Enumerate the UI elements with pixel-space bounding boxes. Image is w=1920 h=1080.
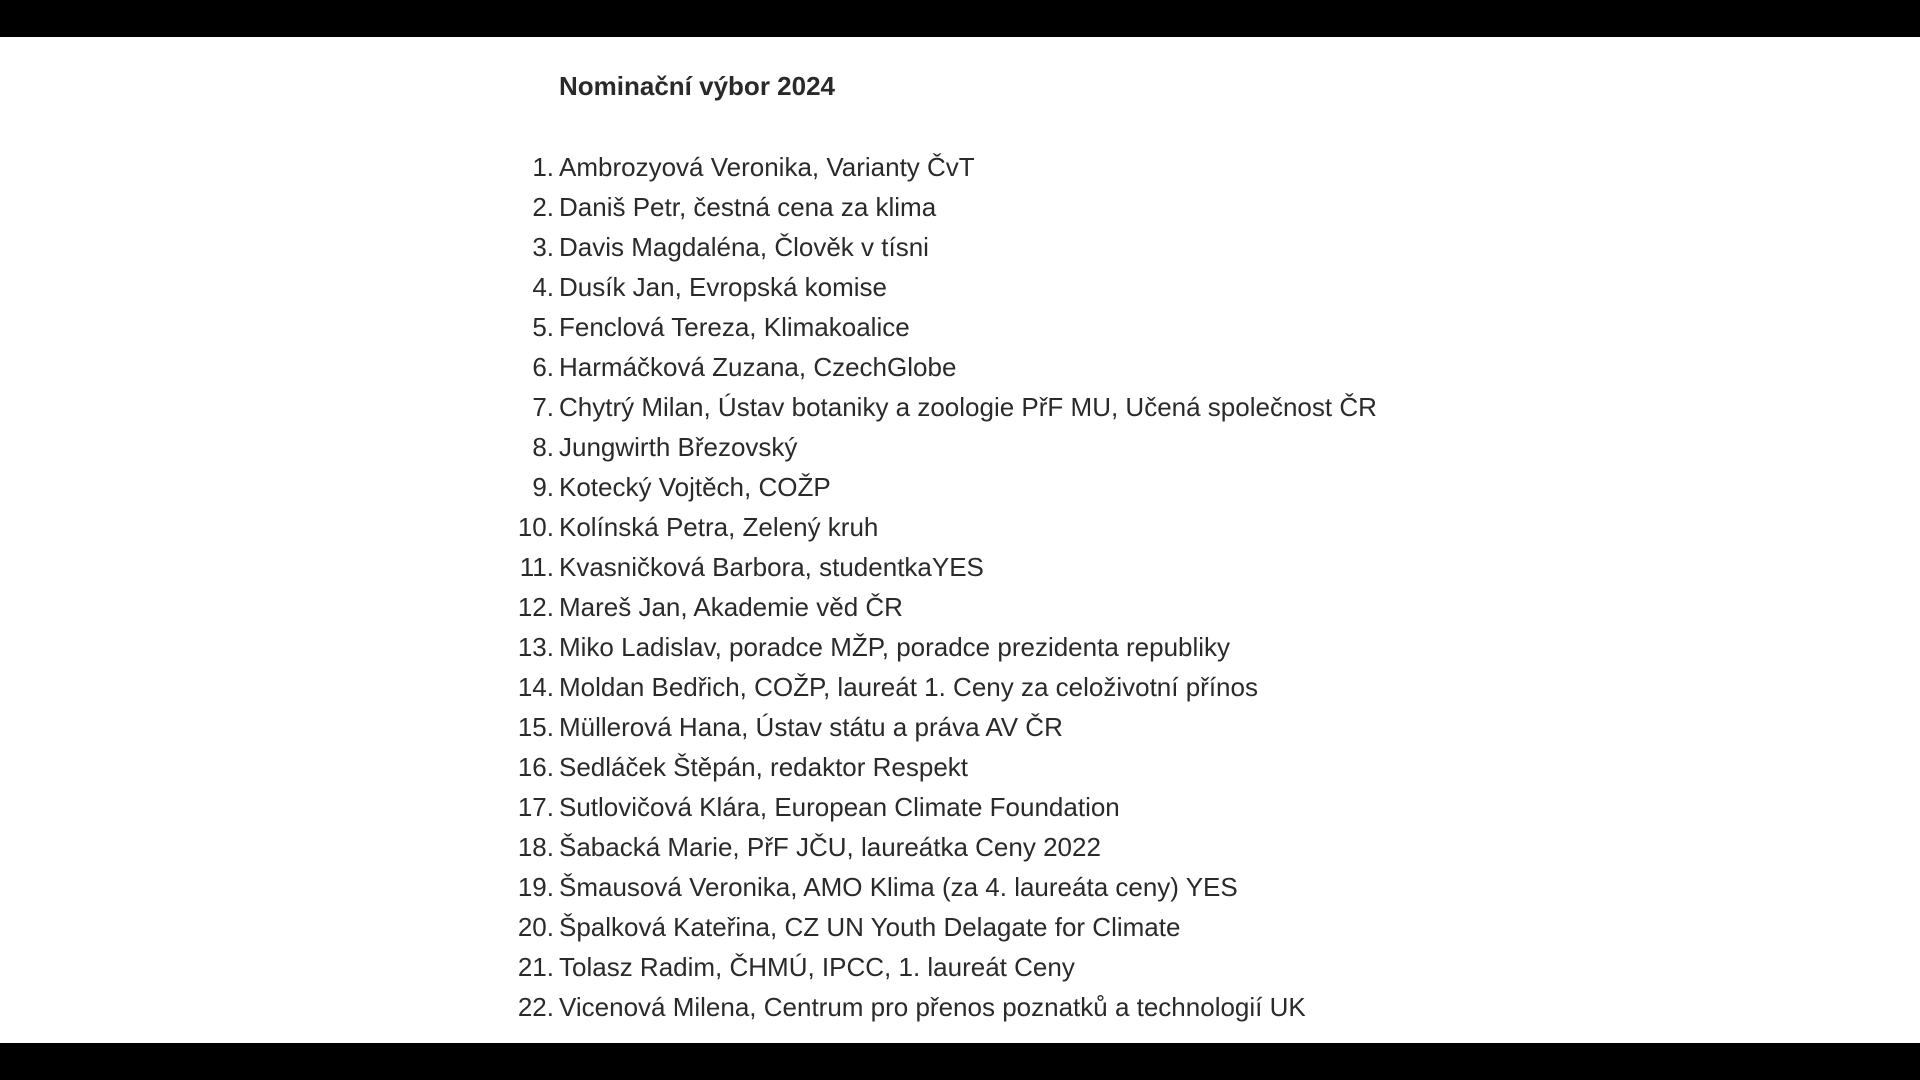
list-item	[480, 627, 1377, 667]
list-item	[480, 747, 1377, 787]
list-item-number: 22.	[517, 991, 554, 1022]
list-item	[480, 347, 1377, 387]
list-item-text: Sedláček Štěpán, redaktor Respekt	[559, 751, 969, 782]
list-item-number: 21.	[517, 951, 554, 982]
document-page	[0, 37, 1920, 1043]
bottom-letterbox-bar	[0, 1043, 1920, 1080]
list-item-number: 18.	[517, 831, 554, 862]
list-item-text: Daniš Petr, čestná cena za klima	[559, 191, 937, 222]
top-letterbox-bar	[0, 0, 1920, 37]
list-item-number: 8.	[532, 431, 554, 462]
list-item-number: 19.	[517, 871, 554, 902]
list-item-number: 12.	[517, 591, 554, 622]
list-item-text: Tolasz Radim, ČHMÚ, IPCC, 1. laureát Ceny	[559, 951, 1075, 982]
list-item-text: Šabacká Marie, PřF JČU, laureátka Ceny 2022	[559, 831, 1101, 862]
list-item-number: 15.	[517, 711, 554, 742]
list-item-text: Vicenová Milena, Centrum pro přenos poznatků a technologií UK	[559, 991, 1306, 1022]
list-item-text: Moldan Bedřich, COŽP, laureát 1. Ceny za celoživotní přínos	[559, 671, 1258, 702]
list-item	[480, 547, 1377, 587]
list-item-text: Jungwirth Březovský	[559, 431, 798, 462]
list-item-text: Šmausová Veronika, AMO Klima (za 4. laureáta ceny) YES	[559, 871, 1238, 902]
list-item	[480, 907, 1377, 947]
list-item-text: Kvasničková Barbora, studentkaYES	[559, 551, 984, 582]
list-item-text: Müllerová Hana, Ústav státu a práva AV ČR	[559, 711, 1063, 742]
list-item	[480, 707, 1377, 747]
list-item	[480, 467, 1377, 507]
list-item-number: 14.	[517, 671, 554, 702]
list-item-number: 13.	[517, 631, 554, 662]
list-item	[480, 787, 1377, 827]
list-item-text: Davis Magdaléna, Člověk v tísni	[559, 231, 929, 262]
list-item	[480, 667, 1377, 707]
list-item-number: 17.	[517, 791, 554, 822]
list-item	[480, 387, 1377, 427]
list-item-number: 16.	[517, 751, 554, 782]
list-item-text: Špalková Kateřina, CZ UN Youth Delagate for Climate	[559, 911, 1181, 942]
list-item-text: Kolínská Petra, Zelený kruh	[559, 511, 879, 542]
list-item	[480, 587, 1377, 627]
list-item-text: Mareš Jan, Akademie věd ČR	[559, 591, 903, 622]
list-item-number: 11.	[519, 551, 554, 582]
list-item-number: 1.	[532, 151, 554, 182]
list-item-text: Harmáčková Zuzana, CzechGlobe	[559, 351, 957, 382]
list-item-text: Ambrozyová Veronika, Varianty ČvT	[559, 151, 975, 182]
list-item	[480, 827, 1377, 867]
list-item	[480, 947, 1377, 987]
list-item	[480, 307, 1377, 347]
nominating-committee-list	[480, 147, 1377, 1027]
list-item	[480, 267, 1377, 307]
list-item-number: 4.	[532, 271, 554, 302]
list-item-text: Miko Ladislav, poradce MŽP, poradce prezidenta republiky	[559, 631, 1231, 662]
list-item-number: 20.	[517, 911, 554, 942]
list-item-number: 2.	[532, 191, 554, 222]
list-item	[480, 867, 1377, 907]
list-item	[480, 187, 1377, 227]
list-item-number: 7.	[532, 391, 554, 422]
list-item	[480, 507, 1377, 547]
list-item-text: Sutlovičová Klára, European Climate Foundation	[559, 791, 1120, 822]
page-title: Nominační výbor 2024	[559, 71, 835, 101]
list-item-number: 9.	[532, 471, 554, 502]
list-item-number: 5.	[532, 311, 554, 342]
list-item	[480, 227, 1377, 267]
list-item	[480, 987, 1377, 1027]
list-item-text: Fenclová Tereza, Klimakoalice	[559, 311, 910, 342]
list-item-text: Kotecký Vojtěch, COŽP	[559, 471, 831, 502]
list-item-text: Chytrý Milan, Ústav botaniky a zoologie PřF MU, Učená společnost ČR	[559, 391, 1377, 422]
list-item	[480, 147, 1377, 187]
list-item-number: 6.	[532, 351, 554, 382]
list-item-number: 10.	[517, 511, 554, 542]
list-item-number: 3.	[532, 231, 554, 262]
list-item-text: Dusík Jan, Evropská komise	[559, 271, 888, 302]
list-item	[480, 427, 1377, 467]
